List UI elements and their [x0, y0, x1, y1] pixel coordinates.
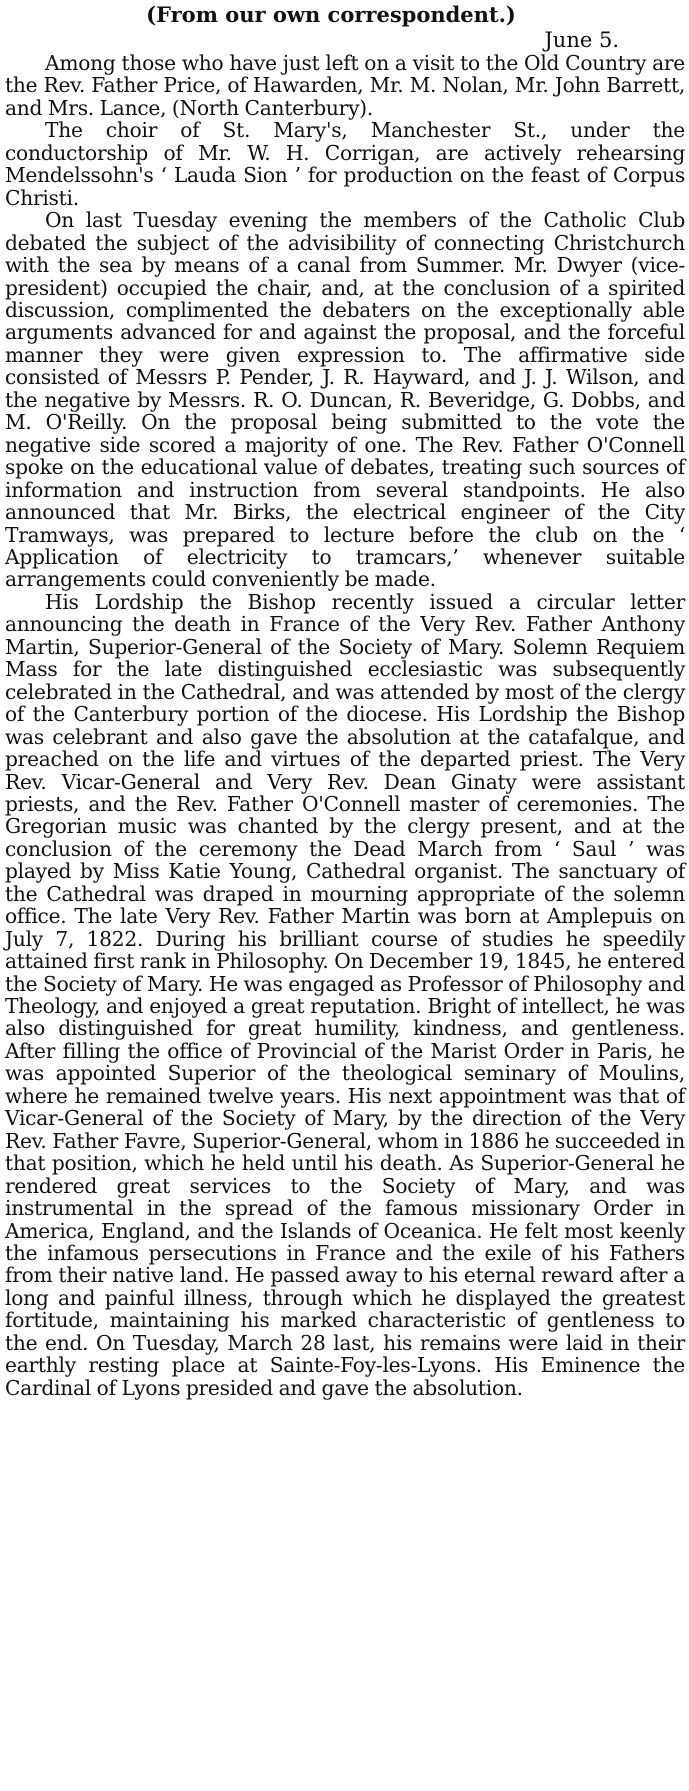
- paragraph-obituary: His Lordship the Bishop recently issued a circular letter announcing the death in France of the Very Rev. Father Anthony Martin, Superior-General of the Society of Mary. Solemn Requiem Mass for the late distinguished ecclesiastic was subsequently celebrated in the Cathedral, and was attended by most of the clergy of the Canterbury portion of the diocese. His Lordship the Bishop was celebrant and also gave the absolution at the catafalque, and preached on the life and virtues of the departed priest. The Very Rev. Vicar-General and Very Rev. Dean Ginaty were assistant priests, and the Rev. Father O'Connell master of ceremonies. The Gregorian music was chanted by the clergy present, and at the conclusion of the ceremony the Dead March from ‘ Saul ’ was played by Miss Katie Young, Cathedral organist. The sanctuary of the Cathedral was draped in mourning appropriate of the solemn office. The late Very Rev. Father Martin was born at Amplepuis on July 7, 1822. During his brilliant course of studies he speedily attained first rank in Philosophy. On December 19, 1845, he entered the Society of Mary. He was engaged as Professor of Philosophy and Theology, and enjoyed a great reputation. Bright of intellect, he was also distinguished for great humility, kindness, and gentleness. After filling the office of Provincial of the Marist Order in Paris, he was appointed Superior of the theological seminary of Moulins, where he remained twelve years. His next appointment was that of Vicar-General of the Society of Mary, by the direction of the Very Rev. Father Favre, Superior-General, whom in 1886 he succeeded in that position, which he held until his death. As Superior-General he rendered great services to the Society of Mary, and was instrumental in the spread of the famous missionary Order in America, England, and the Islands of Oceanica. He felt most keenly the infamous persecutions in France and the exile of his Fathers from their native land. He passed away to his eternal reward after a long and painful illness, through which he displayed the greatest fortitude, maintaining his marked characteristic of gentleness to the end. On Tuesday, March 28 last, his remains were laid in their earthly resting place at Sainte-Foy-les-Lyons. His Eminence the Cardinal of Lyons presided and gave the absolution.: [5, 589, 685, 1400]
- paragraph-travellers: Among those who have just left on a visit to the Old Country are the Rev. Father Price, of Hawarden, Mr. M. Nolan, Mr. John Barrett, and Mrs. Lance, (North Canterbury).: [5, 51, 685, 120]
- byline: (From our own correspondent.): [146, 2, 516, 27]
- news-column: [5, 2, 685, 1399]
- paragraph-catholic-club: On last Tuesday evening the members of the Catholic Club debated the subject of the advisibility of connecting Christchurch with the sea by means of a canal from Summer. Mr. Dwyer (vice-president) occupied the chair, and, at the conclusion of a spirited discussion, complimented the debaters on the exceptionally able arguments advanced for and against the proposal, and the forceful manner they were given expression to. The affirmative side consisted of Messrs P. Pender, J. R. Hayward, and J. J. Wilson, and the negative by Messrs. R. O. Duncan, R. Beveridge, G. Dobbs, and M. O'Reilly. On the proposal being submitted to the vote the negative side scored a majority of one. The Rev. Father O'Connell spoke on the educational value of debates, treating such sources of information and instruction from several standpoints. He also announced that Mr. Birks, the electrical engineer of the City Tramways, was prepared to lecture before the club on the ‘ Application of electricity to tramcars,’ whenever suitable arrangements could conveniently be made.: [5, 208, 685, 592]
- dateline: June 5.: [544, 28, 619, 52]
- paragraph-choir: The choir of St. Mary's, Manchester St., under the conductorship of Mr. W. H. Corrigan, are actively rehearsing Mendelssohn's ‘ Lauda Sion ’ for production on the feast of Corpus Christi.: [5, 118, 685, 210]
